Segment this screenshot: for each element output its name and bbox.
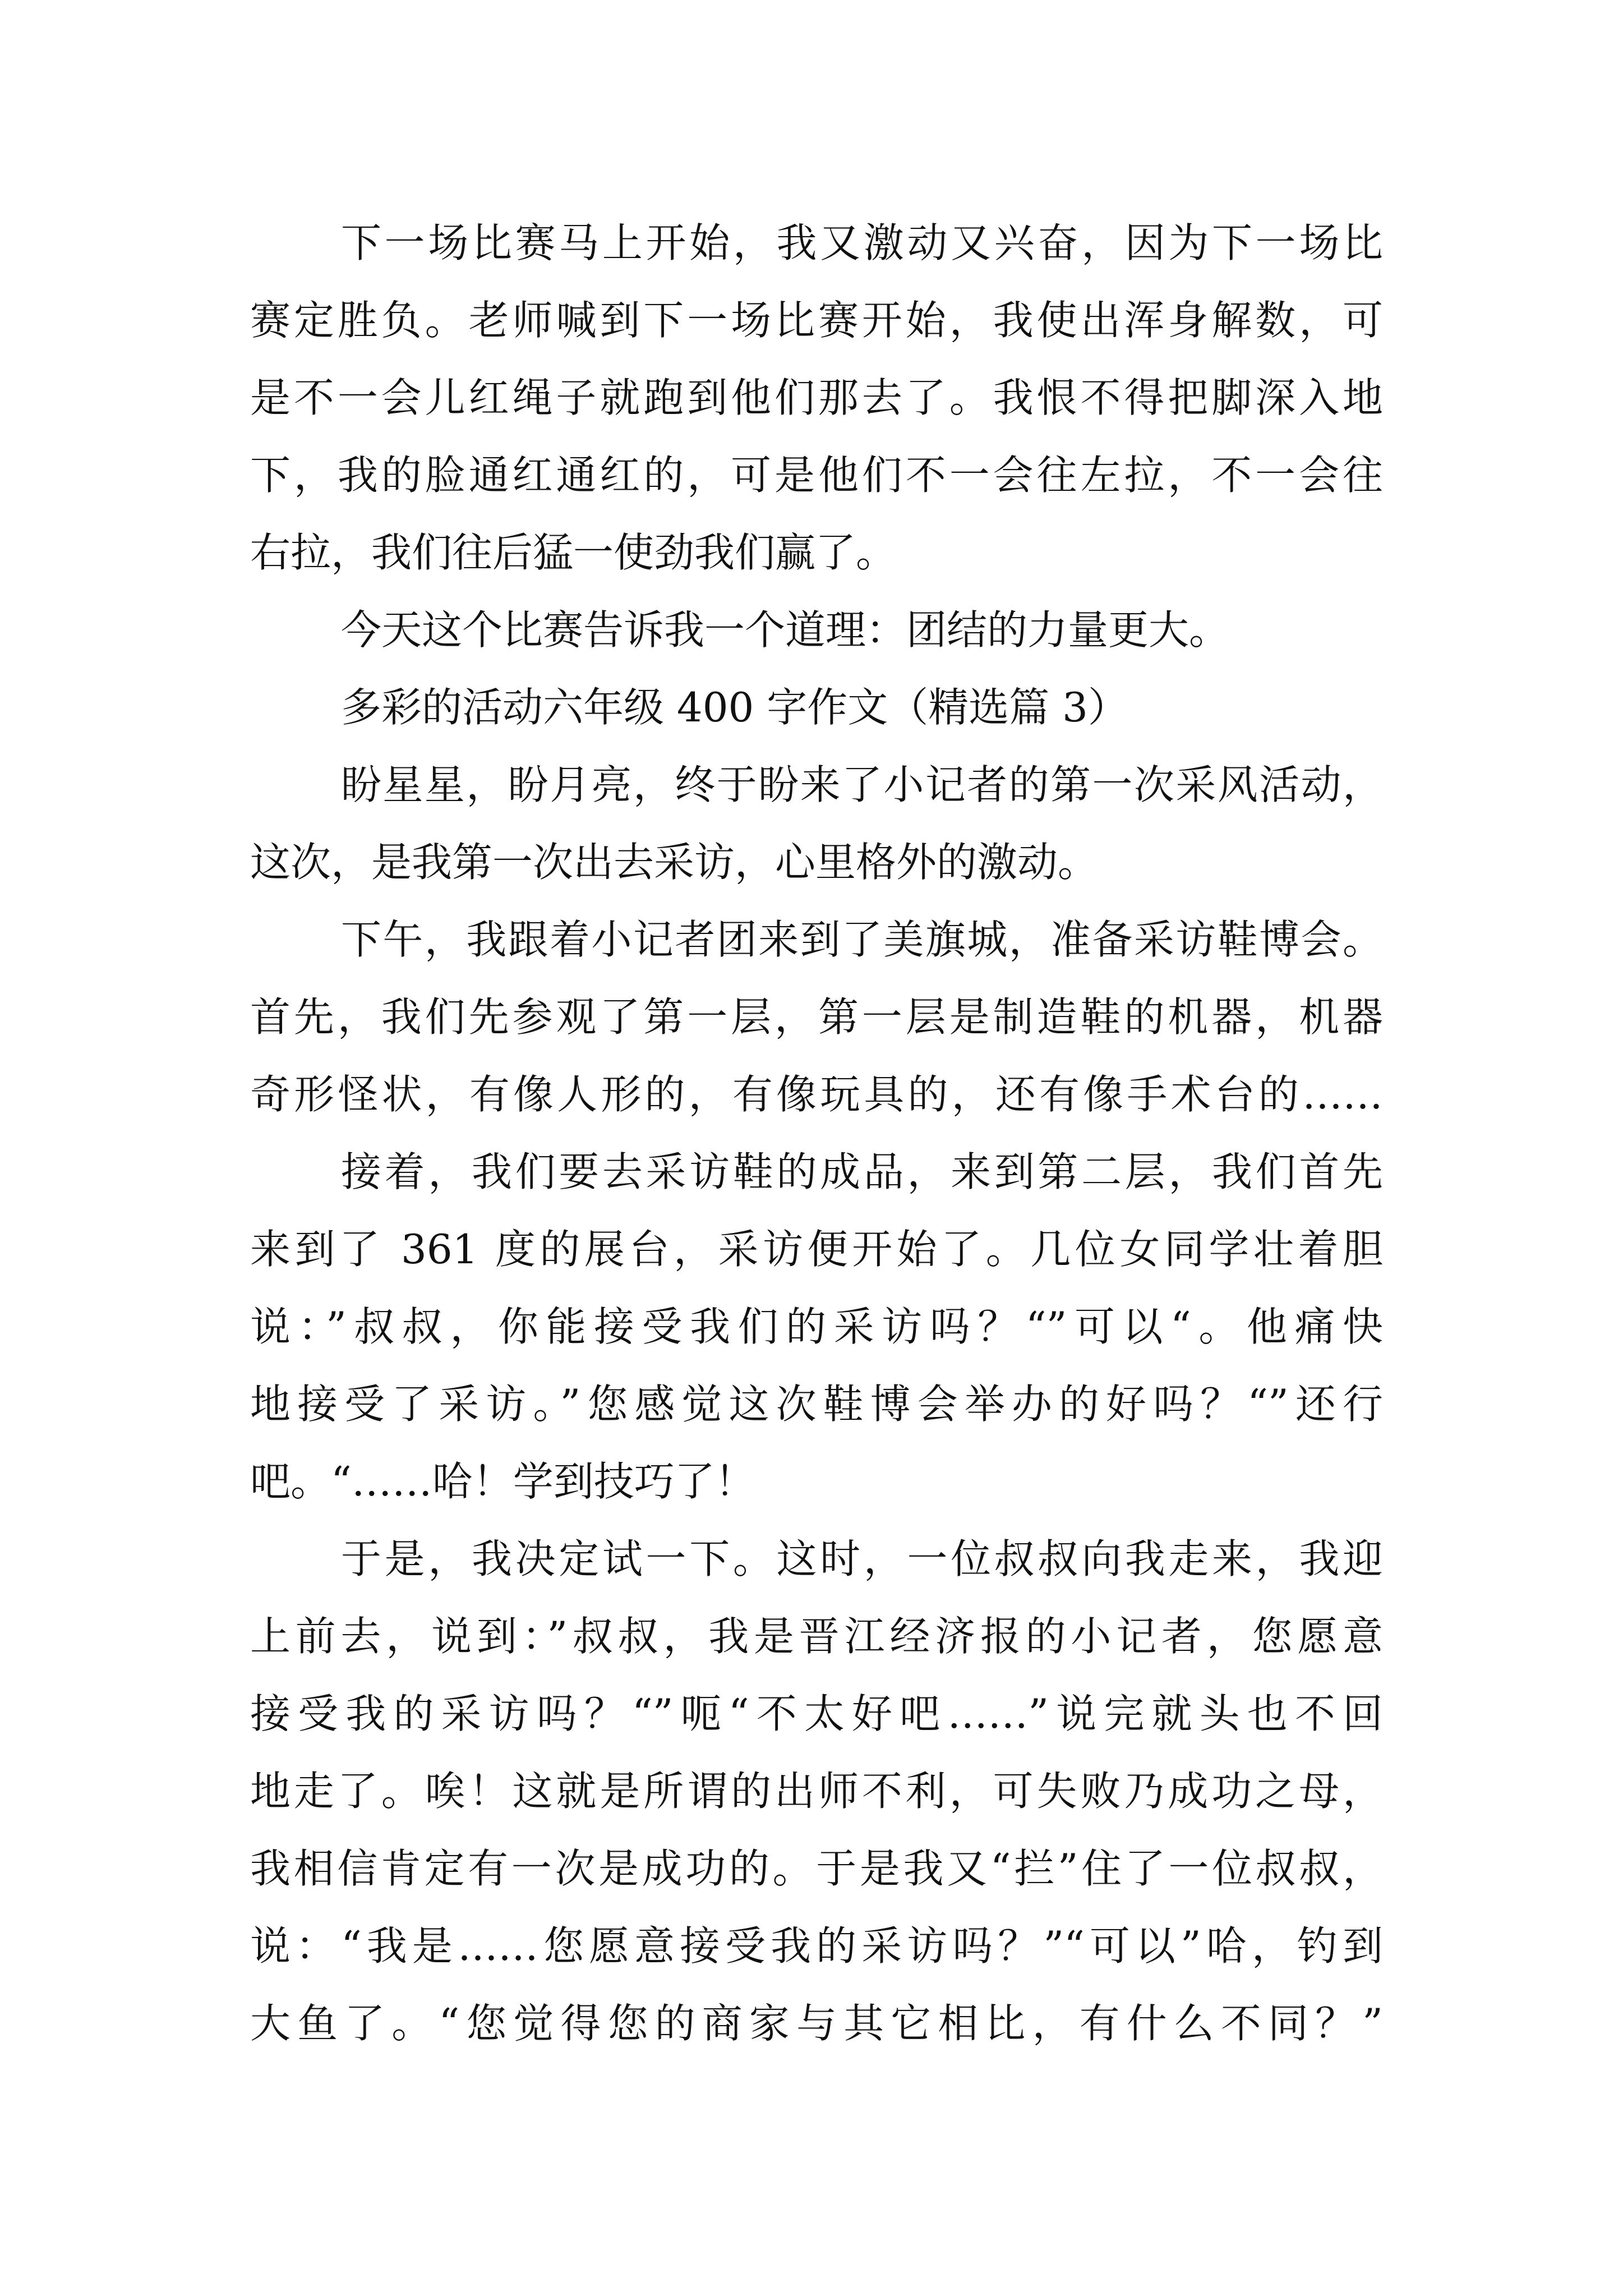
paragraph <box>250 204 1383 591</box>
text-line: 接着，我们要去采访鞋的成品，来到第二层，我们首先 <box>341 1148 1383 1195</box>
text-line: 首先，我们先参观了第一层，第一层是制造鞋的机器，机器 <box>250 993 1383 1041</box>
text-line: 大鱼了。“您觉得您的商家与其它相比，有什么不同？” <box>250 2000 1383 2047</box>
text-line: 下，我的脸通红通红的，可是他们不一会往左拉，不一会往 <box>250 452 1383 499</box>
text-line: 接受我的采访吗？“”呃“不太好吧……”说完就头也不回 <box>250 1690 1383 1737</box>
text-line: 下午，我跟着小记者团来到了美旗城，准备采访鞋博会。 <box>341 916 1383 963</box>
text-line: 右拉，我们往后猛一使劲我们赢了。 <box>250 529 897 576</box>
body-text <box>250 204 1383 2062</box>
paragraph <box>250 901 1383 1133</box>
text-line: 奇形怪状，有像人形的，有像玩具的，还有像手术台的…… <box>250 1071 1383 1118</box>
paragraph <box>250 591 1383 669</box>
text-line: 赛定胜负。老师喊到下一场比赛开始，我使出浑身解数，可 <box>250 297 1383 344</box>
paragraph <box>250 1133 1383 1520</box>
text-line: 地走了。唉！这就是所谓的出师不利，可失败乃成功之母， <box>250 1768 1383 1815</box>
text-line: 我相信肯定有一次是成功的。于是我又“拦”住了一位叔叔， <box>250 1845 1383 1892</box>
text-line: 盼星星，盼月亮，终于盼来了小记者的第一次采风活动， <box>341 761 1383 808</box>
text-line: 来到了 361 度的展台，采访便开始了。几位女同学壮着胆 <box>250 1226 1383 1273</box>
text-line: 说：”叔叔，你能接受我们的采访吗？“”可以“。他痛快 <box>250 1303 1383 1350</box>
text-line: 上前去，说到：”叔叔，我是晋江经济报的小记者，您愿意 <box>250 1613 1383 1660</box>
text-line: 这次，是我第一次出去采访，心里格外的激动。 <box>250 839 1099 886</box>
text-line: 下一场比赛马上开始，我又激动又兴奋，因为下一场比 <box>341 219 1383 266</box>
paragraph <box>250 1520 1383 2062</box>
text-line: 地接受了采访。”您感觉这次鞋博会举办的好吗？“”还行 <box>250 1381 1383 1428</box>
text-line: 今天这个比赛告诉我一个道理：团结的力量更大。 <box>341 606 1230 654</box>
text-line: 于是，我决定试一下。这时，一位叔叔向我走来，我迎 <box>341 1535 1383 1582</box>
text-line: 说：“我是……您愿意接受我的采访吗？”“可以”哈，钓到 <box>250 1922 1383 1970</box>
text-line: 吧。“……哈！学到技巧了！ <box>250 1458 755 1505</box>
heading-line: 多彩的活动六年级 400 字作文（精选篇 3） <box>341 684 1128 731</box>
paragraph <box>250 746 1383 901</box>
section-heading <box>250 669 1383 746</box>
text-line: 是不一会儿红绳子就跑到他们那去了。我恨不得把脚深入地 <box>250 374 1383 421</box>
